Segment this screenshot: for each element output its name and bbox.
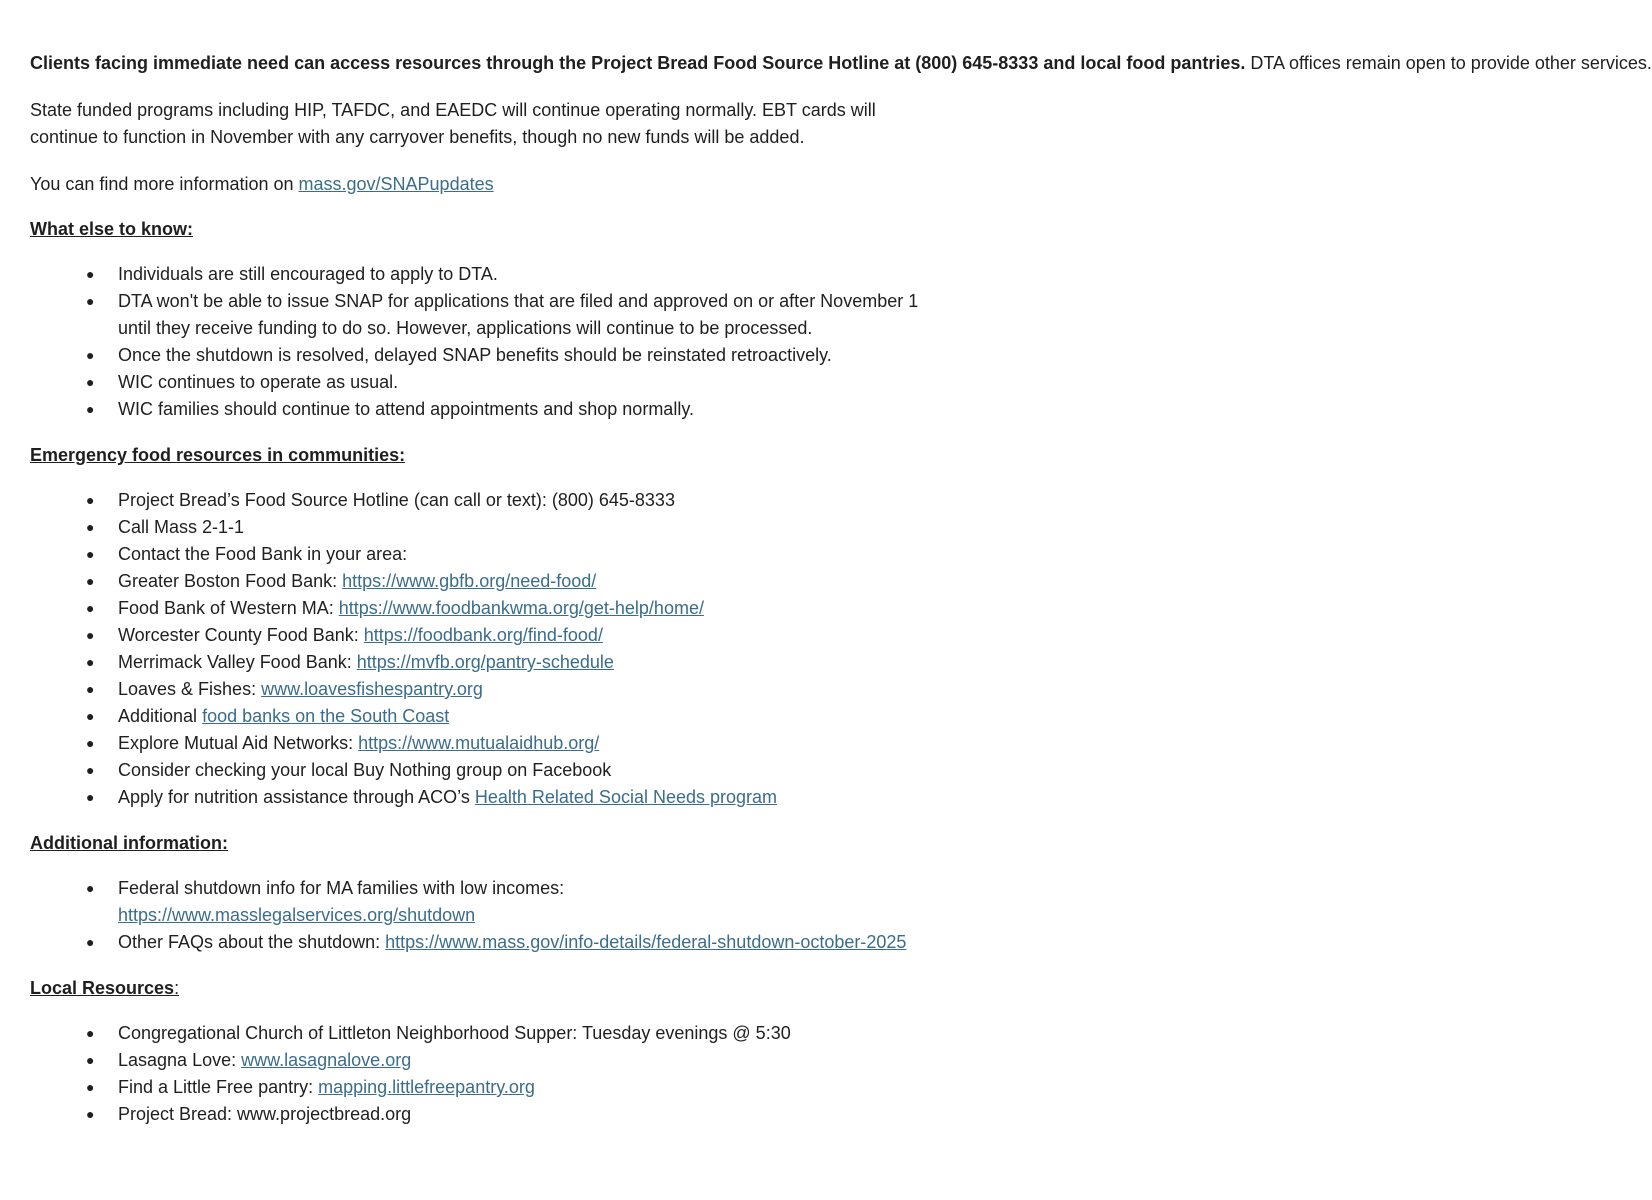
additional-info-heading: Additional information: xyxy=(30,833,228,853)
contact-food-bank-text: Contact the Food Bank in your area: xyxy=(118,544,408,564)
list-item-text: Individuals are still encouraged to apply to DTA. xyxy=(118,264,498,284)
list-item xyxy=(30,342,1050,369)
list-item xyxy=(30,1074,1050,1101)
snap-updates-link[interactable]: mass.gov/SNAPupdates xyxy=(298,174,494,194)
wcfb-label: Worcester County Food Bank: xyxy=(118,625,364,645)
list-item xyxy=(30,396,1050,423)
lasagna-label: Lasagna Love: xyxy=(118,1050,242,1070)
local-resources-heading-text: Local Resources xyxy=(30,978,175,998)
more-info-paragraph xyxy=(30,171,1050,198)
little-pantry-label: Find a Little Free pantry: xyxy=(118,1077,319,1097)
list-item xyxy=(30,676,1050,703)
local-resources-list xyxy=(30,1020,1050,1128)
masslegalservices-link[interactable]: https://www.masslegalservices.org/shutdown xyxy=(118,905,476,925)
list-item xyxy=(30,703,1050,730)
intro-rest-text: DTA offices remain open to provide other services. xyxy=(1245,53,1652,73)
list-item xyxy=(30,487,1050,514)
state-programs-line2: continue to function in November with any carryover benefits, though no new funds will be added. xyxy=(30,127,805,147)
south-coast-link[interactable]: food banks on the South Coast xyxy=(202,706,450,726)
little-free-pantry-link[interactable]: mapping.littlefreepantry.org xyxy=(318,1077,535,1097)
project-bread-text: Project Bread: www.projectbread.org xyxy=(118,1104,412,1124)
list-item xyxy=(30,875,1050,929)
list-item xyxy=(30,541,1050,568)
intro-bold-text: Clients facing immediate need can access resources through the Project Bread Food Source Hotline at (800) 645-8333 and local food pantries. xyxy=(30,53,1246,73)
list-item xyxy=(30,649,1050,676)
fbwma-link[interactable]: https://www.foodbankwma.org/get-help/home/ xyxy=(338,598,704,618)
list-item-text: WIC continues to operate as usual. xyxy=(118,372,399,392)
what-else-heading: What else to know: xyxy=(30,219,194,239)
gbfb-link[interactable]: https://www.gbfb.org/need-food/ xyxy=(342,571,597,591)
emergency-heading: Emergency food resources in communities: xyxy=(30,445,406,465)
list-item xyxy=(30,568,1050,595)
aco-label: Apply for nutrition assistance through ACO’s xyxy=(118,787,475,807)
additional-label: Additional xyxy=(118,706,203,726)
list-item xyxy=(30,1101,1050,1128)
church-supper-text: Congregational Church of Littleton Neighborhood Supper: Tuesday evenings @ 5:30 xyxy=(118,1023,791,1043)
gbfb-label: Greater Boston Food Bank: xyxy=(118,571,343,591)
lasagna-love-link[interactable]: www.lasagnalove.org xyxy=(241,1050,412,1070)
emergency-list xyxy=(30,487,1050,811)
mvfb-label: Merrimack Valley Food Bank: xyxy=(118,652,357,672)
mutual-aid-link[interactable]: https://www.mutualaidhub.org/ xyxy=(358,733,600,753)
loaves-link[interactable]: www.loavesfishespantry.org xyxy=(261,679,483,699)
list-item xyxy=(30,730,1050,757)
buy-nothing-text: Consider checking your local Buy Nothing group on Facebook xyxy=(118,760,612,780)
document xyxy=(30,50,1652,1147)
list-item xyxy=(30,929,1050,956)
list-item-text: Once the shutdown is resolved, delayed SNAP benefits should be reinstated retroactively. xyxy=(118,345,832,365)
mutual-aid-label: Explore Mutual Aid Networks: xyxy=(118,733,359,753)
list-item xyxy=(30,595,1050,622)
list-item xyxy=(30,261,1050,288)
list-item-text-continued: until they receive funding to do so. However, applications will continue to be processed. xyxy=(118,318,813,338)
wcfb-link[interactable]: https://foodbank.org/find-food/ xyxy=(363,625,603,645)
list-item xyxy=(30,514,1050,541)
state-programs-paragraph xyxy=(30,97,1050,151)
additional-info-list xyxy=(30,875,1050,956)
hotline-text: Project Bread’s Food Source Hotline (can call or text): (800) 645-8333 xyxy=(118,490,675,510)
intro-paragraph xyxy=(30,50,1652,77)
mvfb-link[interactable]: https://mvfb.org/pantry-schedule xyxy=(356,652,614,672)
what-else-list xyxy=(30,261,1050,423)
list-item xyxy=(30,1020,1050,1047)
list-item xyxy=(30,757,1050,784)
list-item-text: ● DTA won't be able to issue SNAP for applications that are filed and approved on or after November 1 xyxy=(118,291,919,311)
local-resources-heading xyxy=(30,975,1050,1002)
federal-shutdown-label: ● Federal shutdown info for MA families with low incomes: xyxy=(118,878,565,898)
list-item xyxy=(30,369,1050,396)
shutdown-faq-link[interactable]: https://www.mass.gov/info-details/federal-shutdown-october-2025 xyxy=(385,932,907,952)
list-item xyxy=(30,622,1050,649)
local-resources-colon: : xyxy=(174,978,180,998)
faq-label: Other FAQs about the shutdown: xyxy=(118,932,386,952)
list-item xyxy=(30,784,1050,811)
list-item xyxy=(30,288,1050,342)
mass211-text: Call Mass 2-1-1 xyxy=(118,517,245,537)
list-item xyxy=(30,1047,1050,1074)
more-info-text: You can find more information on xyxy=(30,174,299,194)
loaves-label: Loaves & Fishes: xyxy=(118,679,262,699)
state-programs-line1: State funded programs including HIP, TAFDC, and EAEDC will continue operating normally. EBT cards will xyxy=(30,100,876,120)
fbwma-label: Food Bank of Western MA: xyxy=(118,598,339,618)
list-item-text: WIC families should continue to attend appointments and shop normally. xyxy=(118,399,694,419)
hrsn-program-link[interactable]: Health Related Social Needs program xyxy=(474,787,778,807)
